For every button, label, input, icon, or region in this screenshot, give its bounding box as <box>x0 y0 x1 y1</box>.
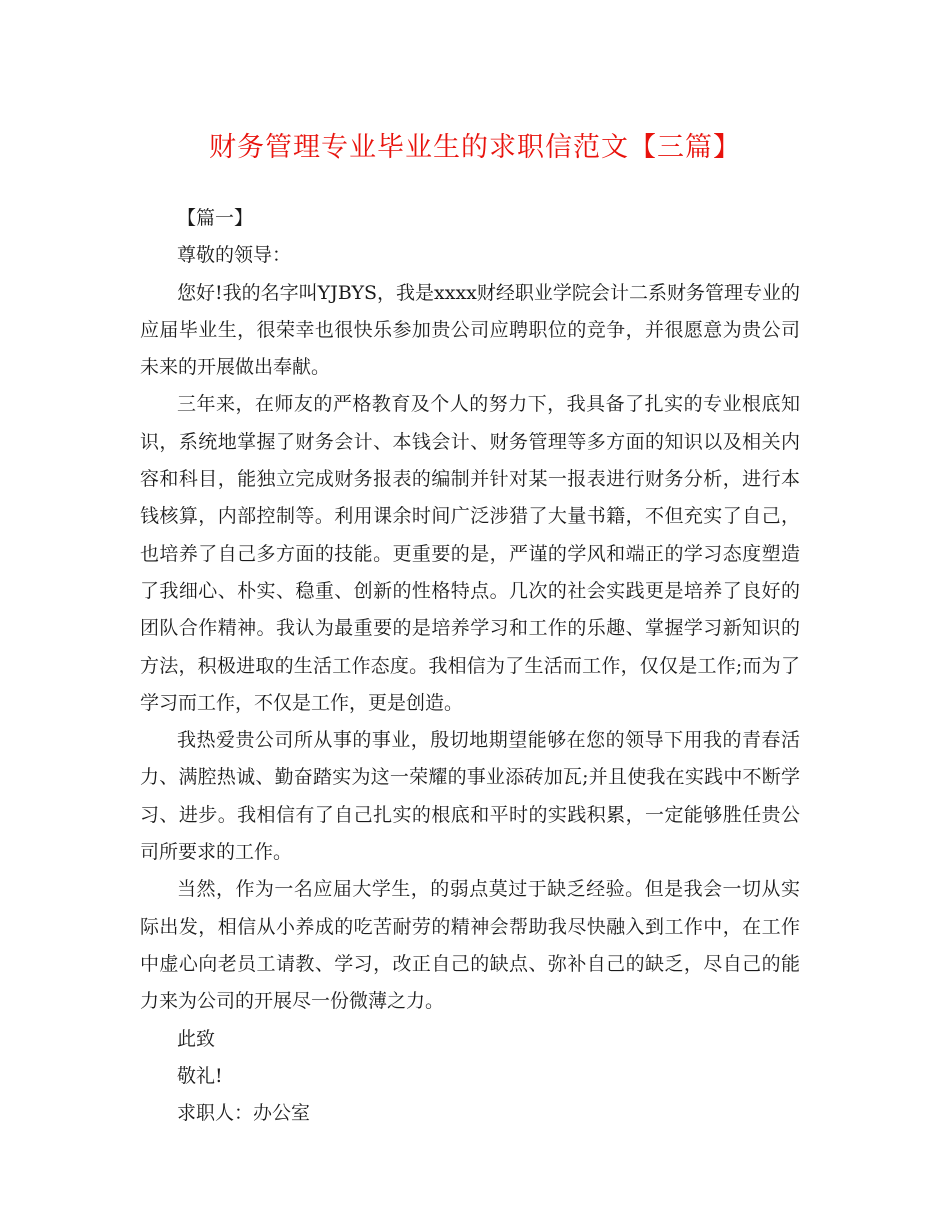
closing-line-2: 敬礼! <box>177 1064 223 1087</box>
paragraph-3: 我热爱贵公司所从事的事业，殷切地期望能够在您的领导下用我的青春活力、满腔热诚、勤奋踏实为这一荣耀的事业添砖加瓦;并且使我在实践中不断学习、进步。我相信有了自己扎实的根底和平时的实践积累，一定能够胜任贵公司所要求的工作。 <box>140 729 800 864</box>
letter-body <box>140 200 800 1132</box>
paragraph-4: 当然，作为一名应届大学生，的弱点莫过于缺乏经验。但是我会一切从实际出发，相信从小养成的吃苦耐劳的精神会帮助我尽快融入到工作中，在工作中虚心向老员工请教、学习，改正自己的缺点、弥补自己的缺乏，尽自己的能力来为公司的开展尽一份微薄之力。 <box>140 878 800 1013</box>
signature: 求职人：办公室 <box>177 1102 311 1125</box>
salutation: 尊敬的领导： <box>177 244 292 267</box>
document-title: 财务管理专业毕业生的求职信范文【三篇】 <box>209 132 741 163</box>
paragraph-2: 三年来，在师友的严格教育及个人的努力下，我具备了扎实的专业根底知识，系统地掌握了财务会计、本钱会计、财务管理等多方面的知识以及相关内容和科目，能独立完成财务报表的编制并针对某一报表进行财务分析，进行本钱核算，内部控制等。利用课余时间广泛涉猎了大量书籍，不但充实了自己，也培养了自己多方面的技能。更重要的是，严谨的学风和端正的学习态度塑造了我细心、朴实、稳重、创新的性格特点。几次的社会实践更是培养了良好的团队合作精神。我认为最重要的是培养学习和工作的乐趣、掌握学习新知识的方法，积极进取的生活工作态度。我相信为了生活而工作，仅仅是工作;而为了学习而工作，不仅是工作，更是创造。 <box>140 393 800 714</box>
closing-line-1: 此致 <box>177 1027 216 1050</box>
section-label: 【篇一】 <box>177 207 254 229</box>
paragraph-1: 您好!我的名字叫YJBYS，我是xxxx财经职业学院会计二系财务管理专业的应届毕业生，很荣幸也很快乐参加贵公司应聘职位的竞争，并很愿意为贵公司未来的开展做出奉献。 <box>140 281 800 379</box>
